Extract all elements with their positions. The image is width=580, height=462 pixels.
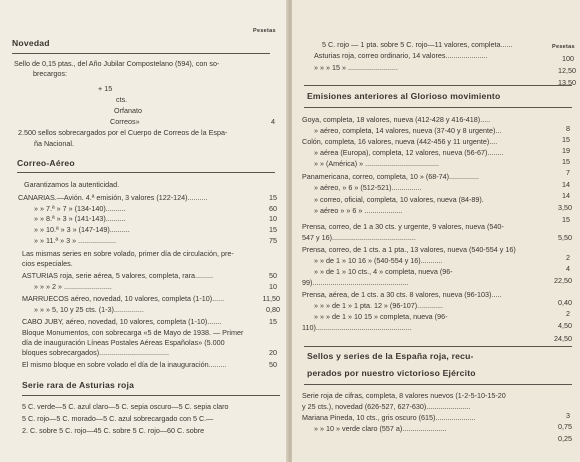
sellos-heading-line-2: perados por nuestro victorioso Ejército — [307, 368, 476, 378]
catalog-line: Serie roja de cifras, completa, 8 valores nuevos (1-2-5-10-15-20 — [302, 391, 506, 400]
catalog-line: » » » 2 » ........................ — [34, 282, 112, 291]
price: 24,50 — [554, 334, 572, 343]
catalog-line: Prensa, aérea, de 1 cts. a 30 cts. 8 valores, nueva (96-103)..... — [302, 290, 502, 299]
price: 0,40 — [558, 298, 572, 307]
price: 20 — [269, 348, 277, 357]
price: 3 — [566, 411, 570, 420]
price: 15 — [269, 193, 277, 202]
price: 0,75 — [558, 422, 572, 431]
price: 7 — [566, 168, 570, 177]
catalog-line: y 25 cts.), novedad (626-527, 627-630)...................... — [302, 402, 471, 411]
divider — [22, 395, 280, 396]
catalog-line: 5 C. rojo — 1 pta. sobre 5 C. rojo—11 valores, completa...... — [322, 40, 513, 49]
price: 4 — [566, 264, 570, 273]
text-line: brecargos: — [33, 69, 67, 78]
price: 60 — [269, 204, 277, 213]
catalog-line: » » 10.ª » 3 » (147-149).......... — [34, 225, 130, 234]
left-page — [0, 0, 288, 462]
catalog-line: El mismo bloque en sobre volado el día de la inauguración......... — [22, 360, 227, 369]
price: 10 — [269, 214, 277, 223]
price: 3,50 — [558, 203, 572, 212]
price: 13,50 — [558, 78, 576, 87]
catalog-line: Asturias roja, correo ordinario, 14 valores..................... — [314, 51, 488, 60]
catalog-line: bloques sobrecargados)................................... — [22, 348, 170, 357]
catalog-line: Prensa, correo, de 1 cts. a 1 pta., 13 valores, nueva (540-554 y 16) — [302, 245, 516, 254]
novedad-heading: Novedad — [12, 38, 50, 48]
price: 4,50 — [558, 321, 572, 330]
overprint-line: Orfanato — [114, 106, 142, 115]
right-page-header: Pesetas — [552, 44, 575, 50]
text-line: 5 C. rojo—5 C. morado—5 C. azul sobrecargado con 5 C.— — [22, 414, 214, 423]
text-line: 2. C. sobre 5 C. rojo—45 C. sobre 5 C. rojo—60 C. sobre — [22, 426, 205, 435]
catalog-line: 110)................................................ — [302, 323, 412, 332]
price: 75 — [269, 236, 277, 245]
left-page-header: Pesetas — [253, 28, 276, 34]
catalog-line: » aéreo, completa, 14 valores, nueva (37-40 y 8 urgente)... — [314, 126, 502, 135]
text-line: 5 C. verde—5 C. azul claro—5 C. sepia oscuro—5 C. sepia claro — [22, 402, 229, 411]
overprint-line: Correos» — [110, 117, 140, 126]
catalog-line: Las mismas series en sobre volado, primer día de circulación, pre- — [22, 249, 234, 258]
price: 15 — [562, 215, 570, 224]
price: 14 — [562, 180, 570, 189]
catalog-line: cios especiales. — [22, 259, 73, 268]
catalog-line: CANARIAS.—Avión. 4.ª emisión, 3 valores (122-124).......... — [18, 193, 208, 202]
catalog-line: » aérea (Europa), completa, 12 valores, nueva (56-67)........ — [314, 148, 504, 157]
price: 5,50 — [558, 233, 572, 242]
catalog-line: » » » 5, 10 y 25 cts. (1-3)............... — [34, 305, 144, 314]
catalog-line: ASTURIAS roja, serie aérea, 5 valores, completa, rara......... — [22, 271, 213, 280]
catalog-line: » » 10 » verde claro (557 a)...................... — [314, 424, 447, 433]
price: 15 — [562, 157, 570, 166]
catalog-line: » » 8.ª » 3 » (141-143).......... — [34, 214, 126, 223]
price: 15 — [269, 225, 277, 234]
price: 0,80 — [266, 305, 280, 314]
emisiones-heading: Emisiones anteriores al Glorioso movimiento — [307, 91, 501, 101]
catalog-line: 99)................................................ — [302, 278, 409, 287]
overprint-line: cts. — [116, 95, 128, 104]
price: 8 — [566, 124, 570, 133]
catalog-line: Garantizamos la autenticidad. — [24, 180, 120, 189]
catalog-line: » » de 1 » 10 16 » (540-554 y 16)........... — [314, 256, 443, 265]
catalog-line: Bloque Monumentos, con sobrecarga «5 de Mayo de 1938. — Primer — [22, 328, 244, 337]
price: 12,50 — [558, 66, 576, 75]
price: 11,50 — [262, 294, 280, 303]
divider — [304, 346, 572, 347]
sellos-heading-line-1: Sellos y series de la España roja, recu- — [307, 351, 474, 361]
divider — [304, 107, 572, 108]
price: 22,50 — [554, 276, 572, 285]
price: 4 — [271, 117, 275, 126]
catalog-line: MARRUECOS aéreo, novedad, 10 valores, completa (1-10)...... — [22, 294, 225, 303]
text-line: ña Nacional. — [34, 139, 74, 148]
price: 14 — [562, 191, 570, 200]
catalog-line: » » (América) » ..................................... — [314, 159, 440, 168]
price: 50 — [269, 271, 277, 280]
catalog-line: » » 11.ª » 3 » ................... — [34, 236, 117, 245]
price: 2 — [566, 309, 570, 318]
catalog-line: » » de 1 » 10 cts., 4 » completa, nueva (96- — [314, 267, 453, 276]
catalog-line: 547 y 16).......................................... — [302, 233, 416, 242]
text-line: Sello de 0,15 ptas., del Año Jubilar Compostelano (594), con so- — [14, 59, 220, 68]
price: 10 — [269, 282, 277, 291]
price: 0,25 — [558, 434, 572, 443]
price: 19 — [562, 146, 570, 155]
catalog-line: » correo, oficial, completa, 10 valores, nueva (84-89). — [314, 195, 484, 204]
divider — [304, 85, 572, 86]
catalog-line: Mariana Pineda, 10 cts., gris oscuro (615).................... — [302, 413, 476, 422]
catalog-line: Colón, completa, 16 valores, nueva (442-456 y 11 urgente).... — [302, 137, 498, 146]
catalog-line: » aéreo, » 6 » (512-521)............... — [314, 183, 422, 192]
overprint-line: + 15 — [98, 84, 113, 93]
catalog-line: » » 7.ª » 7 » (134-140).......... — [34, 204, 126, 213]
catalog-line: » » » de 1 » 1 pta. 12 » (96-107)............. — [314, 301, 444, 310]
price: 100 — [562, 54, 574, 63]
asturias-heading: Serie rara de Asturias roja — [22, 380, 135, 390]
divider — [12, 53, 270, 54]
catalog-line: Prensa, correo, de 1 a 30 cts. y urgente, 9 valores, nueva (540- — [302, 222, 504, 231]
catalog-line: CABO JUBY, aéreo, novedad, 10 valores, completa (1-10)....... — [22, 317, 222, 326]
text-line: 2.500 sellos sobrecargados por el Cuerpo de Correos de la Espa- — [18, 128, 228, 137]
catalog-line: Goya, completa, 18 valores, nueva (412-428 y 416-418)..... — [302, 115, 491, 124]
catalog-line: » » » de 1 » 10 15 » completa, nueva (96- — [314, 312, 448, 321]
divider — [17, 172, 275, 173]
divider — [304, 384, 572, 385]
catalog-line: día de inauguración Líneas Postales Aéreas Españolas» (5.000 — [22, 338, 225, 347]
catalog-line: » » » 15 » ......................... — [314, 63, 398, 72]
catalog-line: Panamericana, correo, completa, 10 » (68-74)............... — [302, 172, 479, 181]
price: 50 — [269, 360, 277, 369]
right-page — [292, 0, 580, 462]
price: 15 — [562, 135, 570, 144]
price: 15 — [269, 317, 277, 326]
catalog-line: » aéreo » » 6 » ................... — [314, 206, 403, 215]
correo-aereo-heading: Correo-Aéreo — [17, 158, 75, 168]
price: 2 — [566, 253, 570, 262]
